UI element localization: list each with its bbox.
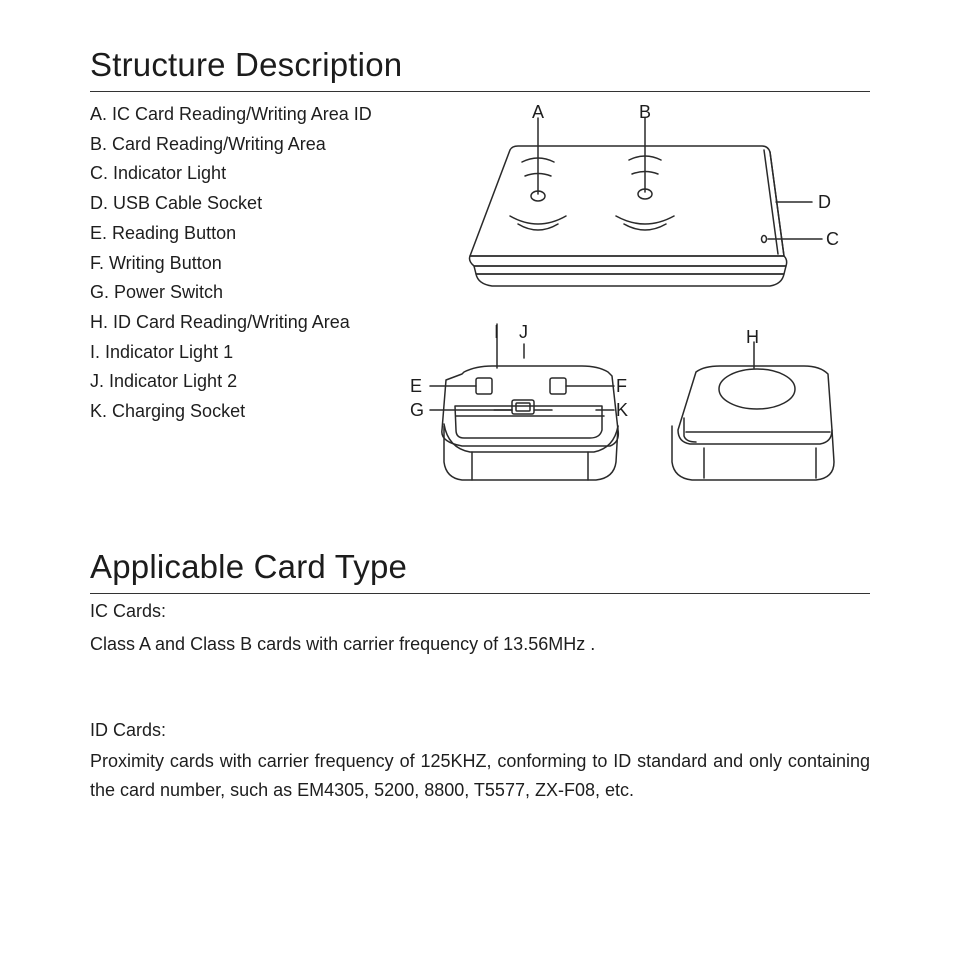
label-f: F xyxy=(616,376,627,396)
legend-item-d: D. USB Cable Socket xyxy=(90,193,263,214)
legend-item-j: J. Indicator Light 2 xyxy=(90,371,238,392)
label-c: C xyxy=(826,229,839,249)
legend-item-b: B. Card Reading/Writing Area xyxy=(90,133,326,154)
legend-item-g: G. Power Switch xyxy=(90,282,224,303)
label-i: I xyxy=(494,322,500,342)
legend-item-k: K. Charging Socket xyxy=(90,401,246,422)
label-d: D xyxy=(818,192,831,212)
legend-item-a: A. IC Card Reading/Writing Area ID xyxy=(90,104,372,124)
label-k: K xyxy=(616,400,629,420)
label-g: G xyxy=(410,400,425,420)
ic-cards-description: Class A and Class B cards with carrier frequency of 13.56MHz . xyxy=(90,634,596,654)
label-a: A xyxy=(532,102,545,122)
indicator-light-marker xyxy=(762,236,767,243)
main-reader-illustration xyxy=(470,118,823,286)
reading-button xyxy=(476,378,492,394)
legend-item-e: E. Reading Button xyxy=(90,222,237,243)
label-e: E xyxy=(410,376,423,396)
id-cards-heading: ID Cards: xyxy=(90,720,167,740)
device-structure-diagram xyxy=(400,96,860,496)
id-area-circle xyxy=(719,369,795,409)
title-underline xyxy=(90,593,870,594)
legend-item-h: H. ID Card Reading/Writing Area xyxy=(90,311,350,332)
legend-item-c: C. Indicator Light xyxy=(90,163,227,184)
label-h: H xyxy=(746,327,759,347)
structure-legend xyxy=(90,100,372,427)
front-device-illustration xyxy=(430,324,618,480)
ic-cards-heading: IC Cards: xyxy=(90,601,167,621)
label-j: J xyxy=(519,322,528,342)
legend-item-f: F. Writing Button xyxy=(90,252,222,273)
legend-item-i: I. Indicator Light 1 xyxy=(90,341,234,362)
card-type-title: Applicable Card Type xyxy=(90,548,408,585)
writing-button xyxy=(550,378,566,394)
title-underline xyxy=(90,91,870,92)
label-b: B xyxy=(639,102,652,122)
id-device-illustration xyxy=(672,342,834,480)
id-cards-description: Proximity cards with carrier frequency of 125KHZ, conforming to ID standard and only containing the card number, such as EM4305, 5200, 8800, T5577, ZX-F08, etc. xyxy=(90,751,870,800)
structure-description-title: Structure Description xyxy=(90,46,403,83)
